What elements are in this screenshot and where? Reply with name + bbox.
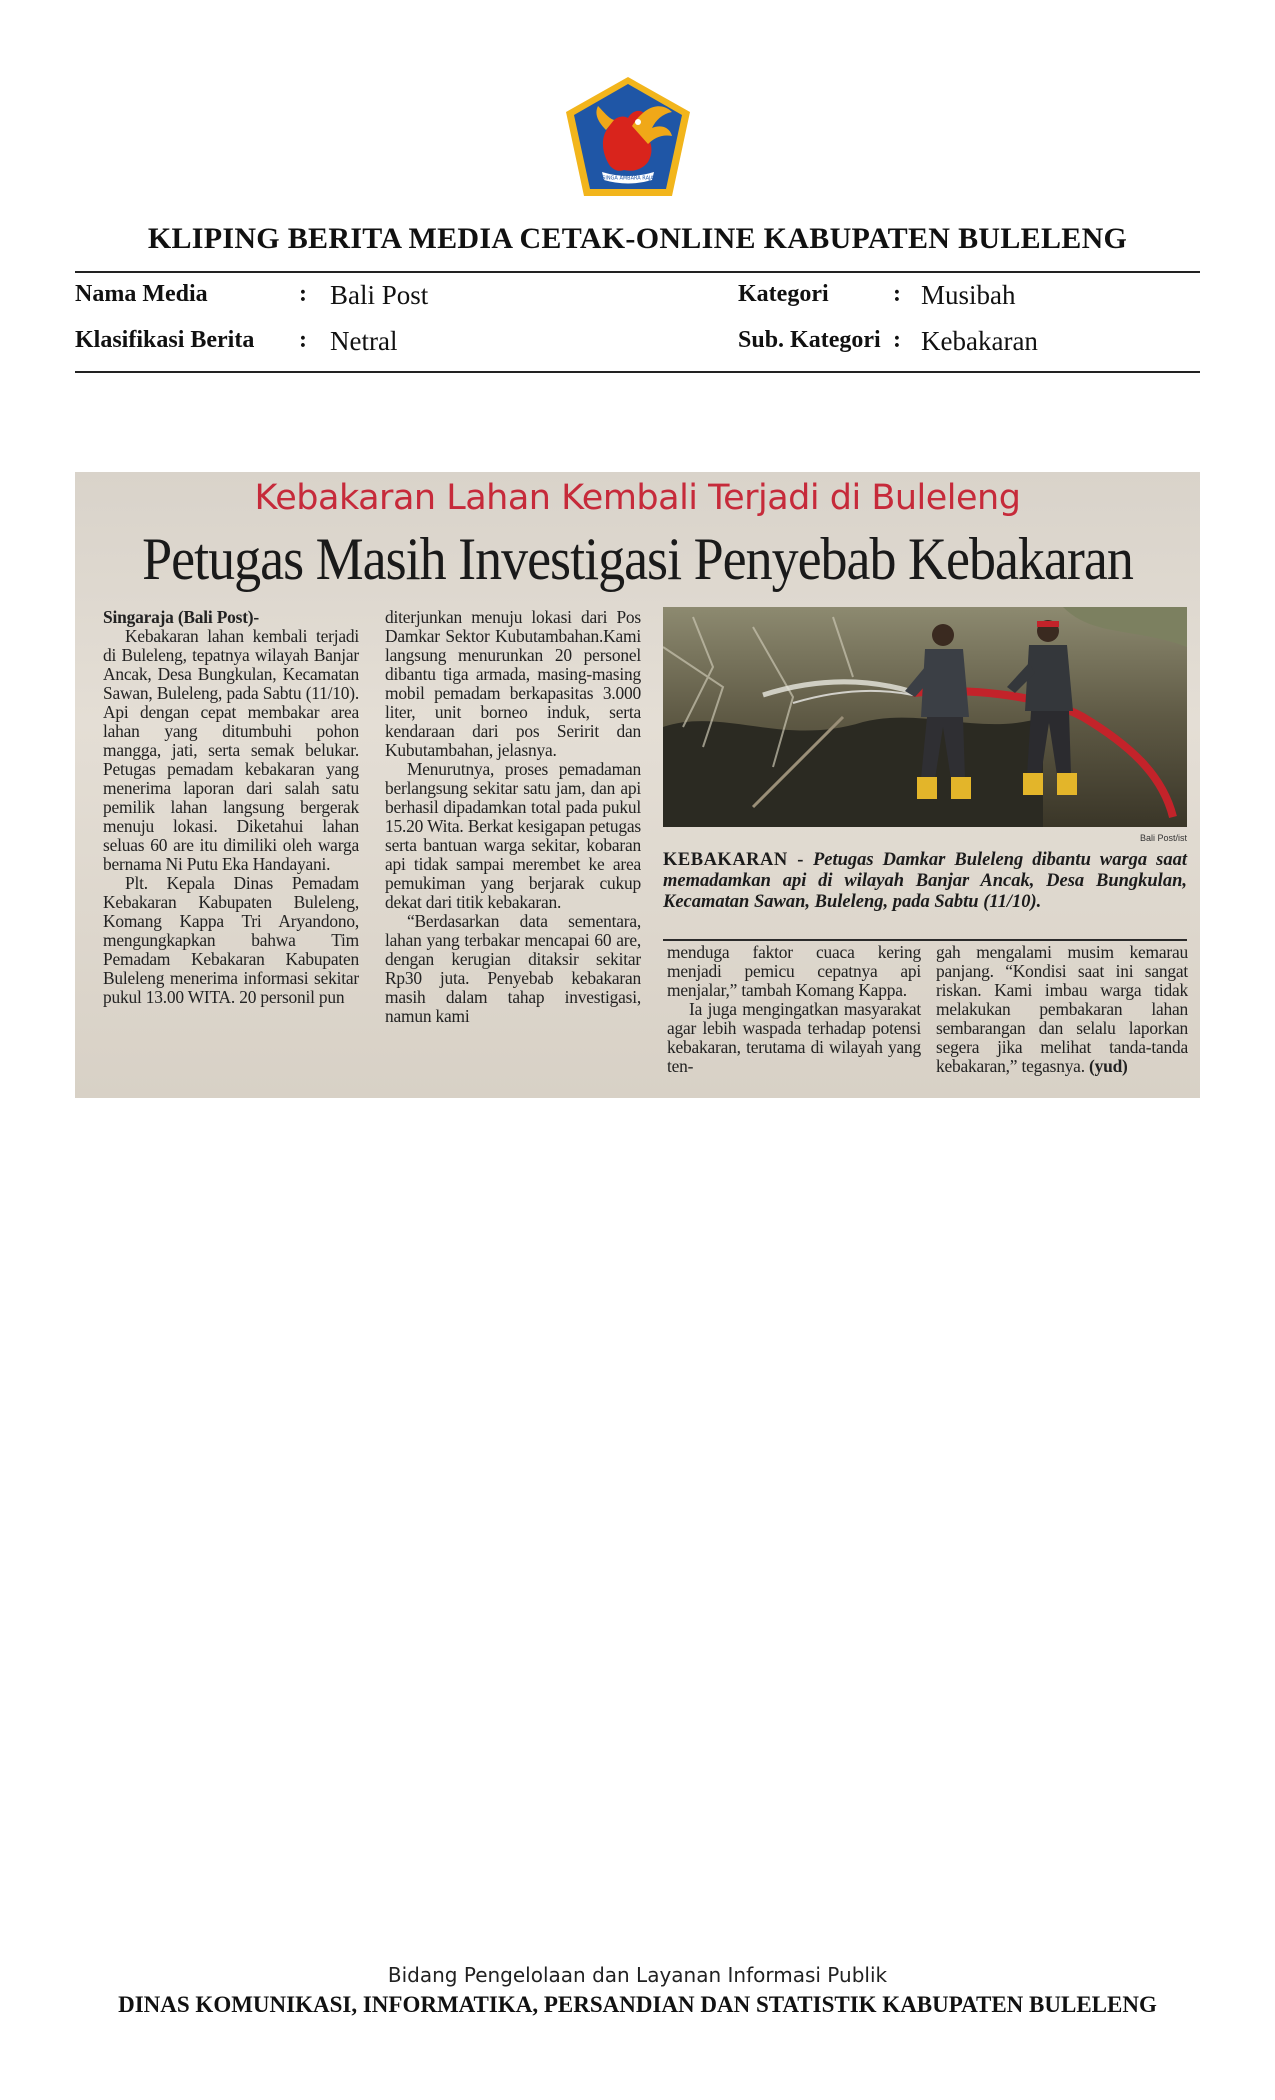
article-paragraph: diterjunkan menuju lokasi dari Pos Damkar Sektor Kubutambahan.Kami langsung menurunkan 20 personel dibantu tiga armada, masing-masing mobil pemadam berkapasitas 3.000 liter, unit borneo induk, serta kendaraan dari pos Seririt dan Kubutambahan, jelasnya. xyxy=(385,607,641,760)
photo-caption xyxy=(663,850,1187,913)
kabupaten-buleleng-emblem xyxy=(562,74,694,200)
newspaper-clipping xyxy=(75,472,1200,1098)
category-colon: : xyxy=(893,281,901,307)
media-label: Nama Media xyxy=(75,281,208,307)
article-paragraph: menduga faktor cuaca kering menjadi pemicu cepatnya api menjalar,” tambah Komang Kappa. xyxy=(667,942,921,1000)
article-paragraph: Kebakaran lahan kembali terjadi di Buleleng, tepatnya wilayah Banjar Ancak, Desa Bungkulan, Kecamatan Sawan, Buleleng, pada Sabtu (11/10). Api dengan cepat membakar area lahan yang ditumbuhi pohon mangga, jati, serta semak belukar. Petugas pemadam kebakaran yang menerima laporan dari salah satu pemilik lahan langsung bergerak menuju lokasi. Diketahui lahan seluas 60 are itu dimiliki oleh warga bernama Ni Putu Eka Handayani. xyxy=(103,626,359,874)
emblem-motto: SINGA AMBARA RAJA xyxy=(602,175,654,182)
footer-agency-name: DINAS KOMUNIKASI, INFORMATIKA, PERSANDIAN DAN STATISTIK KABUPATEN BULELENG xyxy=(118,1992,1157,2017)
article-paragraph xyxy=(936,943,1188,1076)
classification-value: Netral xyxy=(330,326,398,356)
subcategory-value: Kebakaran xyxy=(921,326,1038,356)
category-label: Kategori xyxy=(738,281,829,307)
header-bottom-rule xyxy=(75,371,1200,373)
footer-unit-name: Bidang Pengelolaan dan Layanan Informasi Publik xyxy=(387,1963,888,1987)
subcategory-colon: : xyxy=(893,327,901,353)
classification-label: Klasifikasi Berita xyxy=(75,327,255,353)
classification-colon: : xyxy=(299,327,307,353)
article-paragraph: Ia juga mengingatkan masyarakat agar lebih waspada terhadap potensi kebakaran, terutama di wilayah yang ten- xyxy=(667,999,921,1076)
caption-divider xyxy=(663,939,1187,941)
article-byline: (yud) xyxy=(1089,1056,1128,1076)
media-colon: : xyxy=(299,281,307,307)
media-value: Bali Post xyxy=(330,280,429,310)
article-dateline: Singaraja (Bali Post)- xyxy=(103,607,259,627)
article-column-1 xyxy=(103,608,359,1007)
document-title: KLIPING BERITA MEDIA CETAK-ONLINE KABUPATEN BULELENG xyxy=(147,222,1128,255)
article-headline: Petugas Masih Investigasi Penyebab Kebakaran xyxy=(142,525,1133,593)
article-paragraph: Plt. Kepala Dinas Pemadam Kebakaran Kabupaten Buleleng, Komang Kappa Tri Aryandono, mengungkapkan bahwa Tim Pemadam Kebakaran Kabupaten Buleleng menerima informasi sekitar pukul 13.00 WITA. 20 personil pun xyxy=(103,873,359,1007)
article-column-2 xyxy=(385,608,641,1026)
article-paragraph-text: gah mengalami musim kemarau panjang. “Kondisi saat ini sangat riskan. Kami imbau warga tidak melakukan pembakaran lahan sembarangan dan selalu laporkan segera jika melihat tanda-tanda kebakaran,” tegasnya. xyxy=(936,942,1188,1076)
photo-credit: Bali Post/ist xyxy=(1139,833,1187,843)
caption-text: Petugas Damkar Buleleng dibantu warga saat memadamkan api di wilayah Banjar Ancak, Desa Bungkulan, Kecamatan Sawan, Buleleng, pada Sabtu (11/10). xyxy=(663,850,1188,912)
article-kicker: Kebakaran Lahan Kembali Terjadi di Buleleng xyxy=(254,478,1021,518)
header-top-rule xyxy=(75,271,1200,273)
article-column-4 xyxy=(936,943,1188,1076)
subcategory-label: Sub. Kategori xyxy=(738,327,881,353)
category-value: Musibah xyxy=(921,280,1016,310)
firefighters-photo xyxy=(663,607,1187,827)
caption-heading: KEBAKARAN - xyxy=(663,850,804,870)
article-column-3 xyxy=(667,943,921,1076)
article-paragraph: Menurutnya, proses pemadaman berlangsung sekitar satu jam, dan api berhasil dipadamkan total pada pukul 15.20 Wita. Berkat kesigapan petugas serta bantuan warga sekitar, kobaran api tidak sampai merembet ke area pemukiman yang berjarak cukup dekat dari titik kebakaran. xyxy=(385,759,641,912)
article-paragraph: “Berdasarkan data sementara, lahan yang terbakar mencapai 60 are, dengan kerugian ditaksir sekitar Rp30 juta. Penyebab kebakaran masih dalam tahap investigasi, namun kami xyxy=(385,911,641,1026)
